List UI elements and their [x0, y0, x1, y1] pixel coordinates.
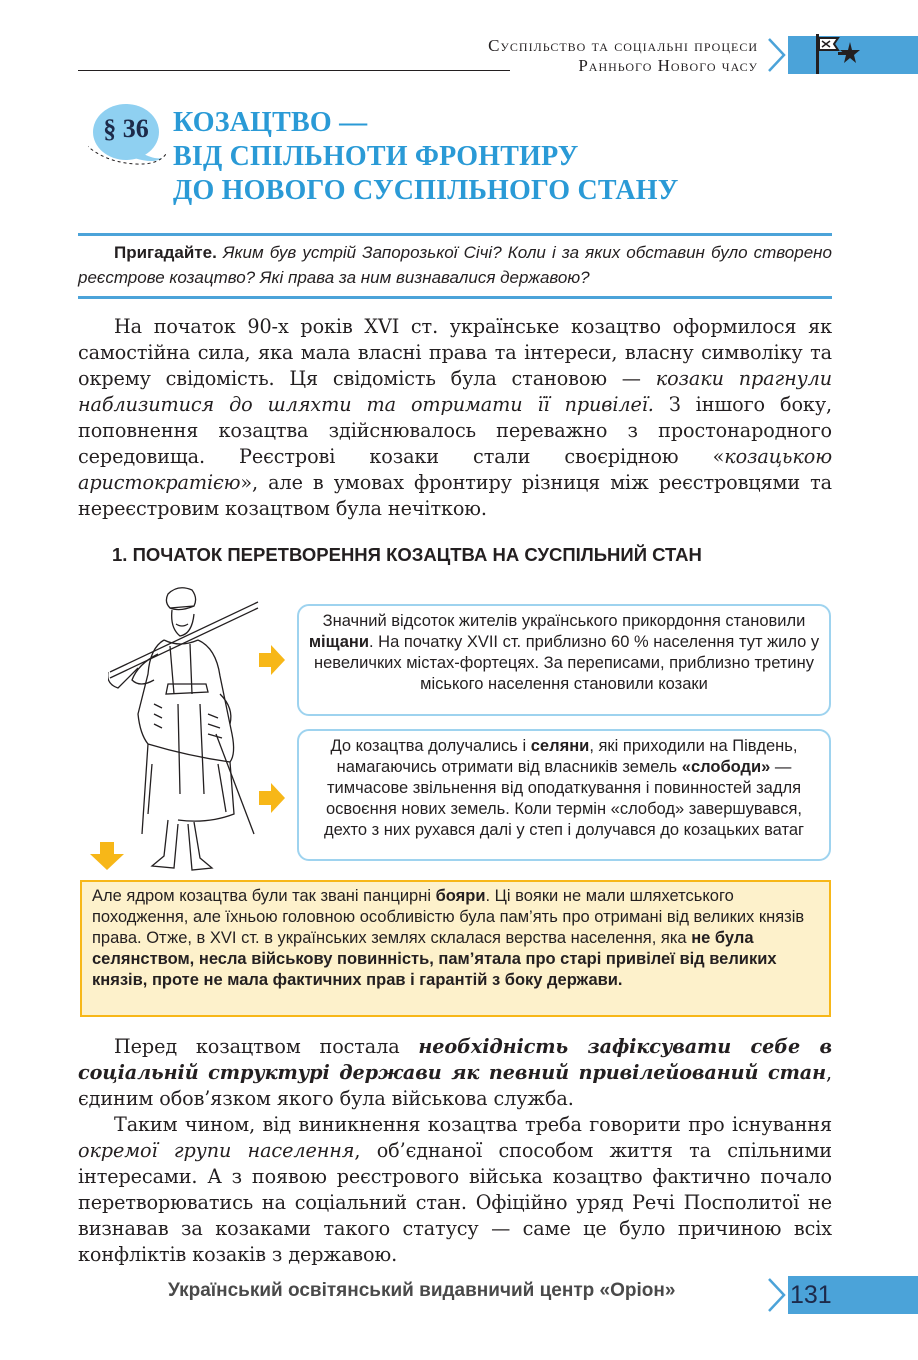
page-title	[173, 106, 679, 208]
arrow-down-icon	[90, 842, 124, 870]
info-text: — тимчасове звільнення від оподаткування і повинностей задля освоєння нових земель. Коли термін «слобод» завершувався, дехто з них рухався далі у степ і долучався до козацьких ватаг	[323, 758, 805, 839]
info-box-peasants	[297, 729, 831, 861]
recall-lead: Пригадайте.	[114, 243, 217, 262]
recall-rule-top	[78, 233, 832, 236]
title-line: КОЗАЦТВО —	[173, 107, 368, 138]
body-paragraph	[78, 1034, 832, 1112]
running-header-line1: Суспільство та соціальні процеси	[488, 36, 758, 55]
title-line: ДО НОВОГО СУСПІЛЬНОГО СТАНУ	[173, 175, 679, 206]
header-rule	[78, 70, 510, 71]
highlight-keyword: не була селянством, несла військову повинність, пам’ятала про старі привілеї від великих князів, проте не мала фактичних прав і гарантій з боку держави.	[92, 929, 777, 989]
cossack-illustration	[108, 584, 266, 874]
intro-text: З іншого боку, поповнення козацтва здійснювалось переважно з простонародного середовища. Реєстрові козаки стали своєрідною «	[78, 393, 833, 468]
highlight-box-boyars	[80, 880, 831, 1017]
recall-rule-bottom	[78, 296, 832, 299]
intro-emphasis: козаки прагнули наблизитися до шляхти та отримати її привілеї.	[78, 367, 833, 416]
arrow-right-icon	[259, 645, 285, 675]
page-number: 131	[790, 1281, 832, 1309]
body-text: , єдиним обов’язком якого була військова служба.	[78, 1061, 832, 1110]
subsection-heading: 1. ПОЧАТОК ПЕРЕТВОРЕННЯ КОЗАЦТВА НА СУСПІЛЬНИЙ СТАН	[112, 544, 702, 565]
info-text: , які приходили на Південь, намагаючись отримати від власників земель	[336, 737, 798, 776]
running-header-line2: Раннього Нового часу	[578, 56, 758, 75]
info-keyword: «слободи»	[681, 758, 771, 776]
intro-paragraph	[78, 314, 832, 522]
info-text: Значний відсоток жителів українського прикордоння становили	[322, 612, 806, 630]
title-line: ВІД СПІЛЬНОТИ ФРОНТИРУ	[173, 141, 579, 172]
info-keyword: селяни	[530, 737, 590, 755]
info-box-townsmen	[297, 604, 831, 716]
recall-questions	[78, 240, 832, 290]
flag-emblem-icon	[810, 32, 866, 76]
paragraph-number: § 36	[103, 114, 149, 143]
intro-text: На початок 90-х років XVI ст. українське козацтво оформилося як самостійна сила, яка мала власні права та інтереси, власну символіку та окрему свідомість. Ця свідомість була становою —	[78, 315, 832, 390]
recall-text: Яким був устрій Запорозької Січі? Коли і за яких обставин було створено реєстрове козацтво? Які права за ним визнавалися державою?	[78, 243, 832, 287]
highlight-keyword: бояри	[435, 887, 486, 905]
chevron-right-icon	[766, 36, 788, 74]
info-text: До козацтва долучались і	[330, 737, 527, 755]
body-emphasis: окремої групи населення	[78, 1139, 355, 1162]
running-header	[488, 36, 758, 76]
info-keyword: міщани	[308, 633, 370, 651]
body-text: , об’єднаної способом життя та спільними інтересами. А з появою реєстрового війська козацтво фактично почало перетворюватись на соціальний стан. Офіційно уряд Речі Посполитої не визнавав за козаками такого статусу — саме це було причиною всіх конфліктів козаків з державою.	[78, 1139, 832, 1266]
arrow-right-icon	[259, 783, 285, 813]
body-emphasis: необхідність зафіксувати себе в соціальній структурі держави як певний привілейований стан	[78, 1035, 832, 1084]
publisher-footer: Український освітянський видавничий центр «Оріон»	[168, 1280, 676, 1301]
intro-emphasis: козацькою аристократією	[78, 445, 832, 494]
body-paragraph	[78, 1112, 832, 1268]
body-text: Перед козацтвом постала	[114, 1035, 400, 1058]
body-text: Таким чином, від виникнення козацтва треба говорити про існування	[114, 1113, 832, 1136]
info-text: . На початку XVII ст. приблизно 60 % населення тут жило у невеличких містах-фортецях. За переписами, приблизно третину міського населення становили козаки	[314, 633, 820, 693]
highlight-text: . Ці вояки не мали шляхетського походження, але їхньою головною особливістю була пам’ять про отримані від великих князів права. Отже, в XVI ст. в українських землях склалася верства населення, яка	[92, 887, 805, 947]
highlight-text: Але ядром козацтва були так звані панцирні	[92, 887, 432, 905]
intro-text: », але в умовах фронтиру різниця між реєстровцями та нереєстровим козацтвом була нечіткою.	[78, 471, 832, 520]
chevron-right-icon	[766, 1276, 788, 1314]
